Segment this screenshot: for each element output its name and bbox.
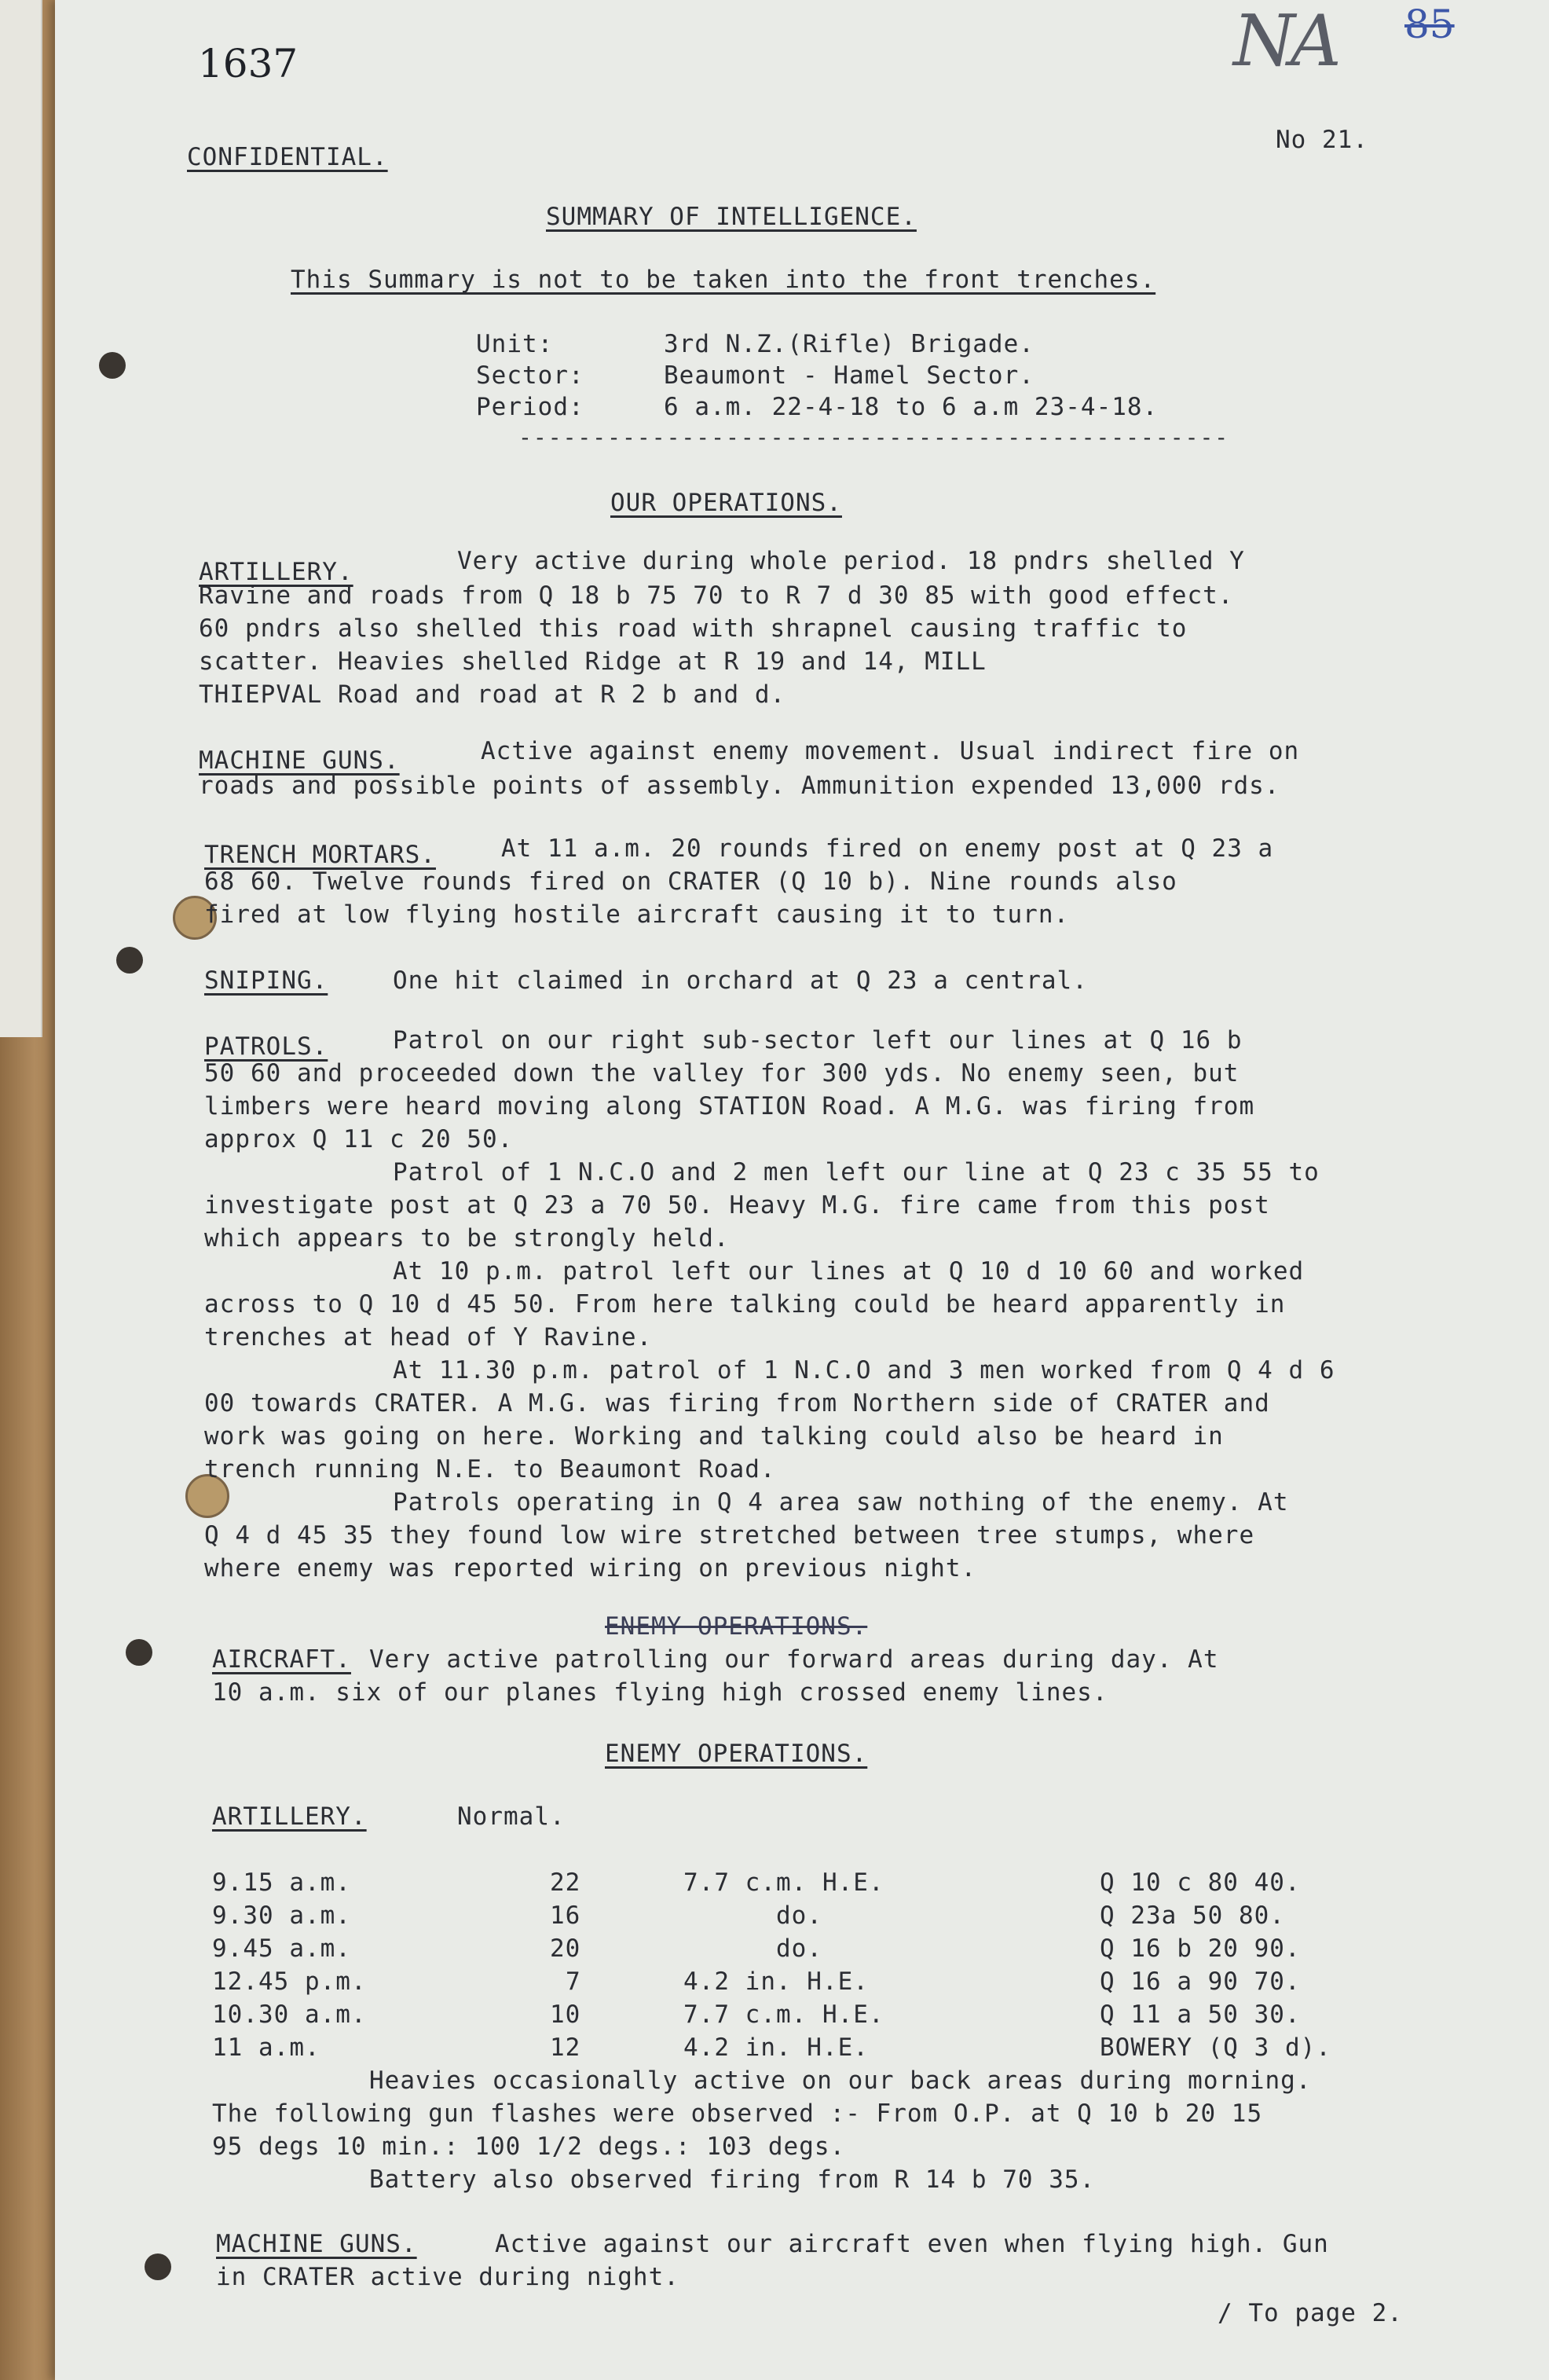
patrols-text: work was going on here. Working and talking could also be heard in	[204, 1422, 1224, 1450]
shelling-location: BOWERY (Q 3 d).	[1100, 2033, 1331, 2062]
trench-mortars-label: TRENCH MORTARS.	[204, 841, 436, 869]
enemy-notes: 95 degs 10 min.: 100 1/2 degs.: 103 degs.	[212, 2132, 846, 2161]
notice-line: This Summary is not to be taken into the front trenches.	[291, 266, 1156, 294]
patrols-text: limbers were heard moving along STATION Road. A M.G. was firing from	[204, 1092, 1255, 1120]
underlying-sheet	[0, 0, 42, 1037]
trench-mortars-text: fired at low flying hostile aircraft causing it to turn.	[204, 900, 1070, 929]
enemy-machine-guns-text: Active against our aircraft even when flying high. Gun	[495, 2230, 1329, 2258]
divider-line: ------------------------------------------------	[518, 424, 1230, 450]
signature-initials: NA	[1233, 0, 1337, 83]
sniping-label: SNIPING.	[204, 966, 328, 995]
artillery-text: 60 pndrs also shelled this road with shrapnel causing traffic to	[199, 614, 1188, 643]
shelling-type: do.	[776, 1934, 822, 1963]
patrols-text: which appears to be strongly held.	[204, 1224, 730, 1252]
patrols-text: across to Q 10 d 45 50. From here talking could be heard apparently in	[204, 1290, 1286, 1318]
shelling-time: 9.15 a.m.	[212, 1868, 351, 1897]
shelling-rounds: 16	[550, 1901, 581, 1930]
unit-value: 3rd N.Z.(Rifle) Brigade.	[664, 330, 1034, 358]
shelling-type: 4.2 in. H.E.	[683, 1967, 869, 1996]
punch-hole	[99, 352, 126, 379]
punch-hole	[116, 947, 143, 974]
document-number: 1637	[198, 41, 298, 86]
aircraft-label: AIRCRAFT.	[212, 1645, 351, 1674]
sector-label: Sector:	[476, 361, 584, 390]
shelling-time: 9.45 a.m.	[212, 1934, 351, 1963]
patrols-text: Patrols operating in Q 4 area saw nothing of the enemy. At	[393, 1488, 1289, 1516]
artillery-label: ARTILLERY.	[199, 558, 353, 586]
struck-heading-enemy-operations: ENEMY OPERATIONS.	[605, 1612, 868, 1641]
patrols-label: PATROLS.	[204, 1032, 328, 1061]
document-page	[55, 0, 1549, 2380]
unit-label: Unit:	[476, 330, 554, 358]
enemy-machine-guns-label: MACHINE GUNS.	[216, 2230, 417, 2258]
artillery-text: Ravine and roads from Q 18 b 75 70 to R 7 d 30 85 with good effect.	[199, 581, 1234, 610]
section-heading-our-operations: OUR OPERATIONS.	[610, 489, 842, 517]
patrols-text: 50 60 and proceeded down the valley for 300 yds. No enemy seen, but	[204, 1059, 1240, 1087]
machine-guns-label: MACHINE GUNS.	[199, 746, 400, 775]
shelling-time: 11 a.m.	[212, 2033, 320, 2062]
enemy-machine-guns-text: in CRATER active during night.	[216, 2263, 679, 2291]
page-number: 85	[1404, 2, 1455, 47]
period-label: Period:	[476, 393, 584, 421]
shelling-rounds: 22	[550, 1868, 581, 1897]
shelling-rounds: 10	[550, 2000, 581, 2029]
patrols-text: At 10 p.m. patrol left our lines at Q 10 d 10 60 and worked	[393, 1257, 1305, 1285]
shelling-location: Q 10 c 80 40.	[1100, 1868, 1301, 1897]
machine-guns-text: Active against enemy movement. Usual indirect fire on	[481, 737, 1300, 765]
summary-number: No 21.	[1276, 126, 1368, 154]
shelling-rounds: 20	[550, 1934, 581, 1963]
patrols-text: At 11.30 p.m. patrol of 1 N.C.O and 3 men worked from Q 4 d 6	[393, 1356, 1335, 1384]
shelling-time: 10.30 a.m.	[212, 2000, 367, 2029]
artillery-text: scatter. Heavies shelled Ridge at R 19 and 14, MILL	[199, 647, 987, 676]
shelling-time: 12.45 p.m.	[212, 1967, 367, 1996]
shelling-location: Q 11 a 50 30.	[1100, 2000, 1301, 2029]
punch-hole	[126, 1639, 152, 1666]
enemy-notes: Heavies occasionally active on our back areas during morning.	[369, 2066, 1312, 2095]
patrols-text: 00 towards CRATER. A M.G. was firing from Northern side of CRATER and	[204, 1389, 1270, 1417]
shelling-type: do.	[776, 1901, 822, 1930]
sniping-text: One hit claimed in orchard at Q 23 a central.	[393, 966, 1088, 995]
shelling-rounds: 7	[566, 1967, 581, 1996]
period-value: 6 a.m. 22-4-18 to 6 a.m 23-4-18.	[664, 393, 1159, 421]
patrols-text: Patrol of 1 N.C.O and 2 men left our line at Q 23 c 35 55 to	[393, 1158, 1320, 1186]
trench-mortars-text: 68 60. Twelve rounds fired on CRATER (Q 10 b). Nine rounds also	[204, 867, 1177, 896]
shelling-rounds: 12	[550, 2033, 581, 2062]
trench-mortars-text: At 11 a.m. 20 rounds fired on enemy post at Q 23 a	[501, 834, 1274, 863]
patrols-text: Q 4 d 45 35 they found low wire stretched between tree stumps, where	[204, 1521, 1255, 1549]
shelling-time: 9.30 a.m.	[212, 1901, 351, 1930]
patrols-text: trench running N.E. to Beaumont Road.	[204, 1455, 776, 1483]
enemy-artillery-label: ARTILLERY.	[212, 1802, 367, 1831]
enemy-notes: Battery also observed firing from R 14 b 70 35.	[369, 2165, 1096, 2194]
patrols-text: trenches at head of Y Ravine.	[204, 1323, 653, 1351]
artillery-text: Very active during whole period. 18 pndrs shelled Y	[457, 547, 1245, 575]
patrols-text: approx Q 11 c 20 50.	[204, 1125, 514, 1153]
section-heading-enemy-operations: ENEMY OPERATIONS.	[605, 1740, 868, 1768]
patrols-text: investigate post at Q 23 a 70 50. Heavy M.G. fire came from this post	[204, 1191, 1270, 1219]
shelling-location: Q 16 a 90 70.	[1100, 1967, 1301, 1996]
classification: CONFIDENTIAL.	[187, 143, 388, 171]
machine-guns-text: roads and possible points of assembly. Ammunition expended 13,000 rds.	[199, 772, 1280, 800]
patrols-text: Patrol on our right sub-sector left our lines at Q 16 b	[393, 1026, 1243, 1054]
shelling-type: 7.7 c.m. H.E.	[683, 2000, 884, 2029]
sector-value: Beaumont - Hamel Sector.	[664, 361, 1034, 390]
shelling-location: Q 23a 50 80.	[1100, 1901, 1285, 1930]
aircraft-text: 10 a.m. six of our planes flying high crossed enemy lines.	[212, 1678, 1108, 1707]
continuation-note: / To page 2.	[1218, 2299, 1403, 2327]
shelling-location: Q 16 b 20 90.	[1100, 1934, 1301, 1963]
artillery-text: THIEPVAL Road and road at R 2 b and d.	[199, 680, 786, 709]
punch-hole	[145, 2253, 171, 2280]
patrols-text: where enemy was reported wiring on previous night.	[204, 1554, 977, 1582]
aircraft-text: Very active patrolling our forward areas during day. At	[369, 1645, 1219, 1674]
enemy-artillery-status: Normal.	[457, 1802, 566, 1831]
enemy-notes: The following gun flashes were observed :- From O.P. at Q 10 b 20 15	[212, 2099, 1263, 2128]
shelling-type: 4.2 in. H.E.	[683, 2033, 869, 2062]
page-title: SUMMARY OF INTELLIGENCE.	[546, 203, 917, 231]
shelling-type: 7.7 c.m. H.E.	[683, 1868, 884, 1897]
